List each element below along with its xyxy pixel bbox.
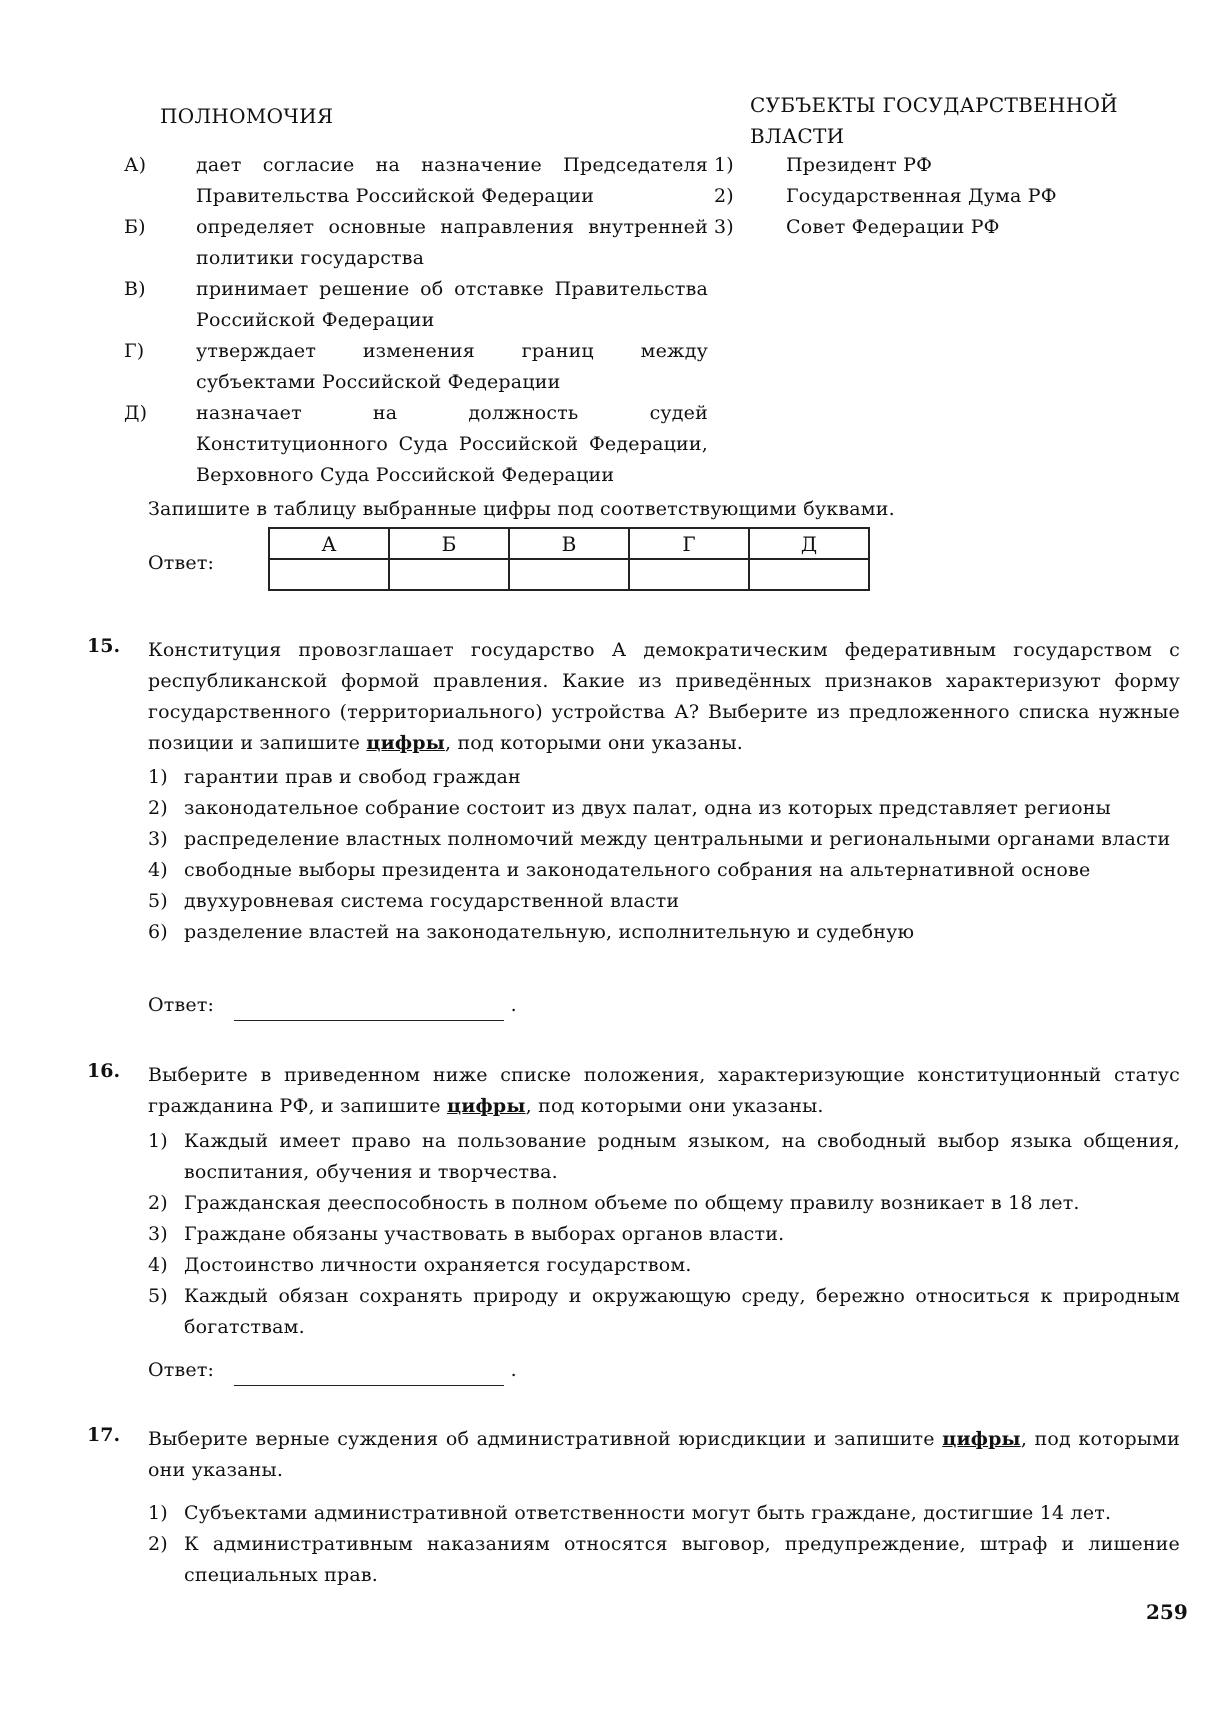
question-17-stem: Выберите верные суждения об административной юрисдикции и запишите [148, 1428, 943, 1450]
power-label: Г) [124, 340, 145, 362]
list-item [148, 1126, 1180, 1188]
option-text: двухуровневая система государственной власти [184, 890, 680, 912]
power-label: Д) [124, 402, 148, 424]
option-number: 1) [148, 1502, 168, 1524]
question-16-options [148, 1126, 1180, 1343]
list-item [148, 1529, 1180, 1591]
option-text: Каждый имеет право на пользование родным языком, на свободный выбор языка общения, воспитания, обучения и творчества. [184, 1130, 1180, 1183]
option-number: 1) [148, 766, 168, 788]
subject-text: Президент РФ [786, 154, 933, 176]
answer-cell-g[interactable] [629, 559, 749, 590]
option-text: Субъектами административной ответственности могут быть граждане, достигшие 14 лет. [184, 1502, 1112, 1524]
question-17-stem-end: , под которыми они указаны. [148, 1428, 1181, 1481]
answer-table [268, 527, 870, 591]
list-item [148, 1281, 1180, 1343]
list-item [148, 1498, 1180, 1529]
subject-label: 1) [714, 154, 734, 176]
power-text: определяет основные направления внутренней политики государства [196, 216, 708, 269]
power-text: назначает на должность судей Конституционного Суда Российской Федерации, Верховного Суда Российской Федерации [196, 402, 708, 486]
option-number: 2) [148, 1533, 168, 1555]
option-number: 5) [148, 1285, 168, 1307]
subject-text: Совет Федерации РФ [786, 216, 1000, 238]
question-17-text [148, 1424, 1180, 1486]
subject-item [714, 150, 1170, 181]
subjects-header-line2: ВЛАСТИ [750, 124, 845, 148]
question-15-text [148, 635, 1180, 759]
subject-label: 2) [714, 185, 734, 207]
answer-label-table: Ответ: [148, 552, 215, 574]
answer-period: . [510, 1359, 517, 1381]
answer-cell-b[interactable] [389, 559, 509, 590]
option-number: 5) [148, 890, 168, 912]
question-16-answer [148, 1355, 517, 1386]
question-17-emph: цифры [942, 1428, 1021, 1450]
powers-header: ПОЛНОМОЧИЯ [160, 104, 334, 128]
question-16-text [148, 1060, 1180, 1122]
subject-item [714, 212, 1170, 243]
power-text: принимает решение об отставке Правительства Российской Федерации [196, 278, 708, 331]
answer-table-header-row [269, 528, 869, 559]
page-number: 259 [1146, 1600, 1188, 1624]
list-item [148, 855, 1180, 886]
list-item [148, 762, 1180, 793]
answer-label: Ответ: [148, 1359, 215, 1381]
option-number: 4) [148, 859, 168, 881]
list-item [148, 1250, 1180, 1281]
question-17-number: 17. [87, 1424, 121, 1446]
answer-cell-v[interactable] [509, 559, 629, 590]
option-text: К административным наказаниям относятся выговор, предупреждение, штраф и лишение специальных прав. [184, 1533, 1180, 1586]
power-item-a [124, 150, 708, 212]
question-15-stem-end: , под которыми они указаны. [444, 732, 744, 754]
subjects-header-line1: СУБЪЕКТЫ ГОСУДАРСТВЕННОЙ [750, 93, 1118, 117]
answer-cell-a[interactable] [269, 559, 389, 590]
option-number: 1) [148, 1130, 168, 1152]
power-item-b [124, 212, 708, 274]
answer-table-header: Д [749, 528, 869, 559]
option-number: 6) [148, 921, 168, 943]
powers-list [124, 150, 708, 491]
power-item-g [124, 336, 708, 398]
question-15-answer-field[interactable] [234, 998, 504, 1021]
answer-table-header: Г [629, 528, 749, 559]
list-item [148, 793, 1180, 824]
answer-label: Ответ: [148, 994, 215, 1016]
power-text: дает согласие на назначение Председателя Правительства Российской Федерации [196, 154, 708, 207]
subjects-list [714, 150, 1170, 243]
option-text: законодательное собрание состоит из двух палат, одна из которых представляет регионы [184, 797, 1111, 819]
question-16-emph: цифры [447, 1095, 526, 1117]
option-number: 3) [148, 1223, 168, 1245]
question-15-number: 15. [87, 635, 121, 657]
option-text: гарантии прав и свобод граждан [184, 766, 521, 788]
option-text: Граждане обязаны участвовать в выборах органов власти. [184, 1223, 785, 1245]
option-number: 2) [148, 797, 168, 819]
power-label: В) [124, 278, 146, 300]
list-item [148, 824, 1180, 855]
option-text: Гражданская дееспособность в полном объеме по общему правилу возникает в 18 лет. [184, 1192, 1080, 1214]
question-15-emph: цифры [366, 732, 445, 754]
power-item-d [124, 398, 708, 491]
answer-table-input-row [269, 559, 869, 590]
list-item [148, 1219, 1180, 1250]
option-text: Каждый обязан сохранять природу и окружающую среду, бережно относиться к природным богатствам. [184, 1285, 1180, 1338]
answer-table-header: Б [389, 528, 509, 559]
question-16-stem: Выберите в приведенном ниже списке положения, характеризующие конституционный статус гражданина РФ, и запишите [148, 1064, 1180, 1117]
answer-period: . [510, 994, 517, 1016]
list-item [148, 886, 1180, 917]
question-15-stem: Конституция провозглашает государство А демократическим федеративным государством с республиканской формой правления. Какие из приведённых признаков характеризуют форму государственного (территориального) устройства А? Выберите из предложенного списка нужные позиции и запишите [148, 639, 1180, 754]
power-text: утверждает изменения границ между субъектами Российской Федерации [196, 340, 708, 393]
list-item [148, 1188, 1180, 1219]
option-text: свободные выборы президента и законодательного собрания на альтернативной основе [184, 859, 1091, 881]
question-15-options [148, 762, 1180, 948]
subject-item [714, 181, 1170, 212]
option-number: 3) [148, 828, 168, 850]
question-16-answer-field[interactable] [234, 1363, 504, 1386]
answer-cell-d[interactable] [749, 559, 869, 590]
answer-table-header: В [509, 528, 629, 559]
option-text: Достоинство личности охраняется государством. [184, 1254, 692, 1276]
question-15-answer [148, 990, 517, 1021]
option-text: распределение властных полномочий между центральными и региональными органами власти [184, 828, 1171, 850]
table-instruction: Запишите в таблицу выбранные цифры под соответствующими буквами. [148, 498, 895, 520]
answer-table-header: А [269, 528, 389, 559]
list-item [148, 917, 1180, 948]
question-17-options [148, 1498, 1180, 1591]
subject-label: 3) [714, 216, 734, 238]
subjects-header [750, 90, 1118, 152]
subject-text: Государственная Дума РФ [786, 185, 1057, 207]
option-number: 4) [148, 1254, 168, 1276]
question-16-stem-end: , под которыми они указаны. [525, 1095, 824, 1117]
option-number: 2) [148, 1192, 168, 1214]
question-16-number: 16. [87, 1060, 121, 1082]
power-item-v [124, 274, 708, 336]
power-label: Б) [124, 216, 146, 238]
power-label: А) [124, 154, 147, 176]
option-text: разделение властей на законодательную, исполнительную и судебную [184, 921, 915, 943]
